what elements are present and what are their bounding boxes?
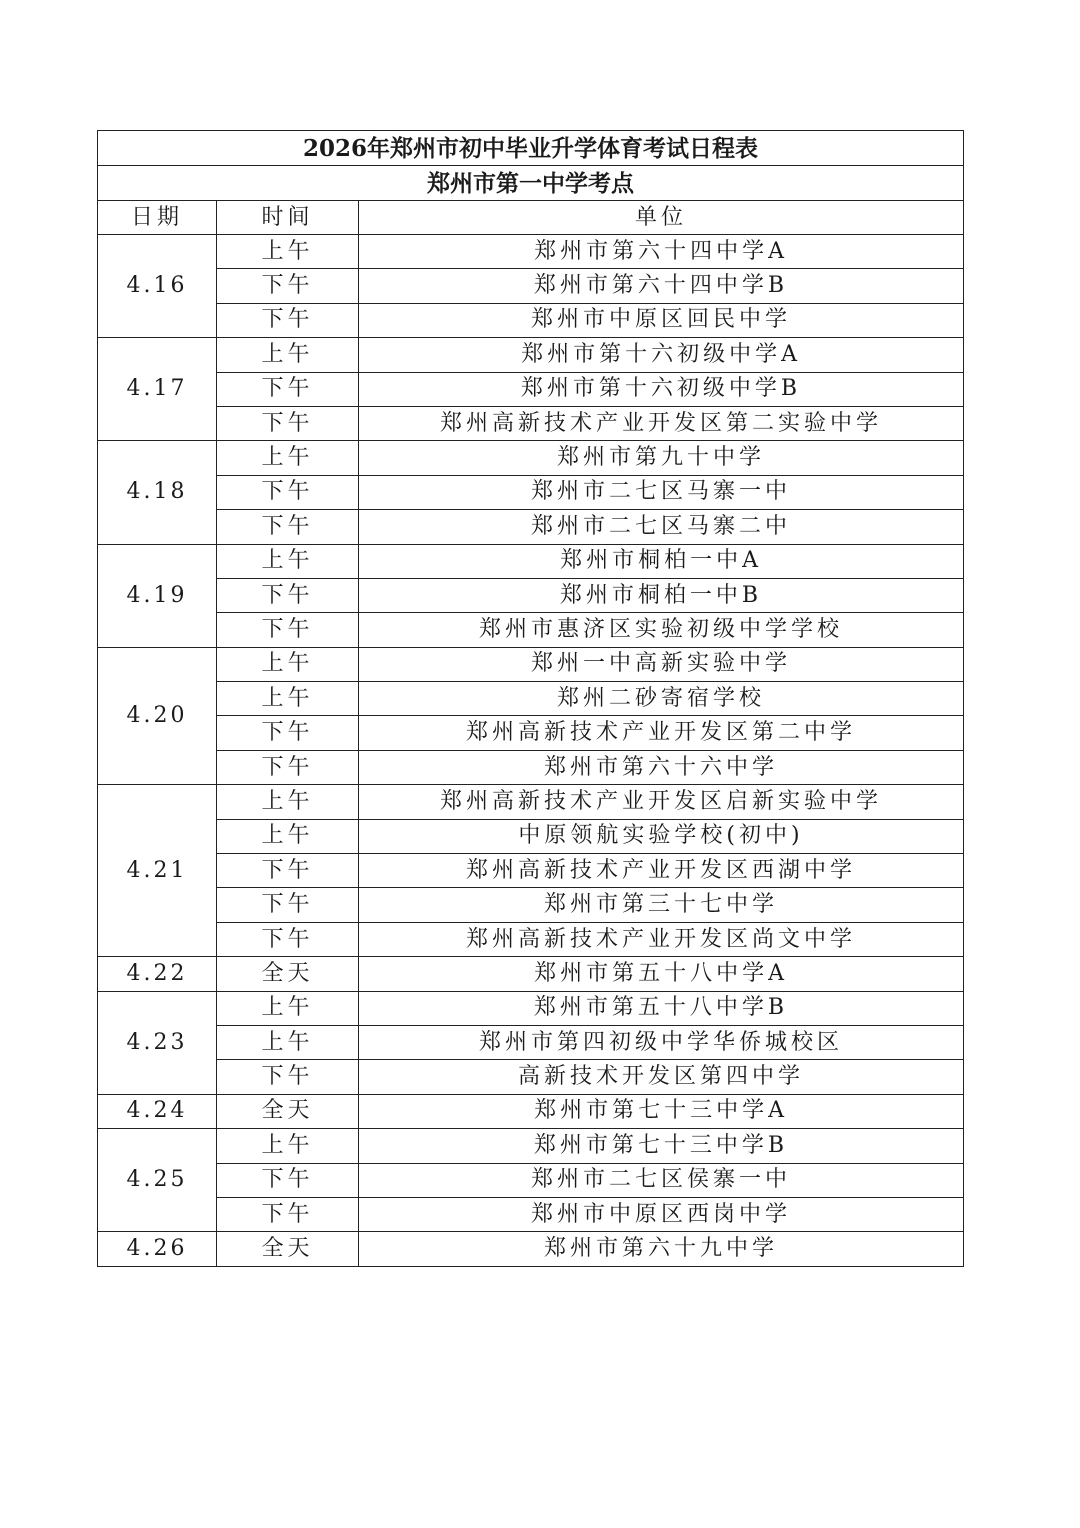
unit-cell: 郑州市中原区西岗中学 bbox=[359, 1197, 964, 1231]
table-row bbox=[98, 269, 964, 303]
header-unit: 单位 bbox=[359, 201, 964, 235]
time-cell: 上午 bbox=[217, 544, 359, 578]
table-row bbox=[98, 750, 964, 784]
exam-site-title: 郑州市第一中学考点 bbox=[98, 166, 964, 201]
time-cell: 全天 bbox=[217, 1094, 359, 1128]
unit-cell: 郑州市惠济区实验初级中学学校 bbox=[359, 613, 964, 647]
table-row bbox=[98, 1197, 964, 1231]
table-row bbox=[98, 682, 964, 716]
time-cell: 下午 bbox=[217, 1197, 359, 1231]
table-row bbox=[98, 888, 964, 922]
table-row bbox=[98, 1025, 964, 1059]
schedule-table bbox=[97, 130, 964, 1267]
date-cell: 4.23 bbox=[98, 991, 217, 1094]
time-cell: 上午 bbox=[217, 785, 359, 819]
time-cell: 上午 bbox=[217, 235, 359, 269]
time-cell: 下午 bbox=[217, 1163, 359, 1197]
date-cell: 4.26 bbox=[98, 1232, 217, 1266]
table-row bbox=[98, 578, 964, 612]
table-row bbox=[98, 235, 964, 269]
unit-cell: 郑州市桐柏一中B bbox=[359, 578, 964, 612]
header-row bbox=[98, 201, 964, 235]
unit-cell: 郑州市第五十八中学A bbox=[359, 957, 964, 991]
time-cell: 上午 bbox=[217, 441, 359, 475]
table-row bbox=[98, 716, 964, 750]
time-cell: 上午 bbox=[217, 991, 359, 1025]
table-row bbox=[98, 1094, 964, 1128]
time-cell: 下午 bbox=[217, 854, 359, 888]
unit-cell: 郑州市二七区侯寨一中 bbox=[359, 1163, 964, 1197]
table-row bbox=[98, 406, 964, 440]
date-cell: 4.19 bbox=[98, 544, 217, 647]
date-cell: 4.21 bbox=[98, 785, 217, 957]
time-cell: 下午 bbox=[217, 269, 359, 303]
time-cell: 下午 bbox=[217, 510, 359, 544]
unit-cell: 中原领航实验学校(初中) bbox=[359, 819, 964, 853]
time-cell: 下午 bbox=[217, 372, 359, 406]
table-row bbox=[98, 922, 964, 956]
unit-cell: 郑州市第六十六中学 bbox=[359, 750, 964, 784]
date-cell: 4.18 bbox=[98, 441, 217, 544]
table-row bbox=[98, 785, 964, 819]
unit-cell: 郑州高新技术产业开发区尚文中学 bbox=[359, 922, 964, 956]
table-row bbox=[98, 647, 964, 681]
title-row bbox=[98, 131, 964, 166]
unit-cell: 郑州市二七区马寨二中 bbox=[359, 510, 964, 544]
time-cell: 下午 bbox=[217, 475, 359, 509]
header-time: 时间 bbox=[217, 201, 359, 235]
time-cell: 上午 bbox=[217, 647, 359, 681]
unit-cell: 郑州市第七十三中学B bbox=[359, 1129, 964, 1163]
time-cell: 下午 bbox=[217, 578, 359, 612]
time-cell: 下午 bbox=[217, 888, 359, 922]
unit-cell: 郑州市中原区回民中学 bbox=[359, 303, 964, 337]
time-cell: 上午 bbox=[217, 682, 359, 716]
schedule-body bbox=[98, 131, 964, 1267]
table-row bbox=[98, 854, 964, 888]
unit-cell: 高新技术开发区第四中学 bbox=[359, 1060, 964, 1094]
time-cell: 下午 bbox=[217, 922, 359, 956]
table-row bbox=[98, 475, 964, 509]
time-cell: 下午 bbox=[217, 406, 359, 440]
unit-cell: 郑州市桐柏一中A bbox=[359, 544, 964, 578]
table-row bbox=[98, 372, 964, 406]
unit-cell: 郑州市第九十中学 bbox=[359, 441, 964, 475]
unit-cell: 郑州二砂寄宿学校 bbox=[359, 682, 964, 716]
unit-cell: 郑州一中高新实验中学 bbox=[359, 647, 964, 681]
unit-cell: 郑州高新技术产业开发区第二实验中学 bbox=[359, 406, 964, 440]
table-row bbox=[98, 303, 964, 337]
unit-cell: 郑州高新技术产业开发区第二中学 bbox=[359, 716, 964, 750]
unit-cell: 郑州高新技术产业开发区西湖中学 bbox=[359, 854, 964, 888]
table-row bbox=[98, 1232, 964, 1266]
date-cell: 4.16 bbox=[98, 235, 217, 338]
table-row bbox=[98, 1163, 964, 1197]
date-cell: 4.17 bbox=[98, 338, 217, 441]
time-cell: 上午 bbox=[217, 1129, 359, 1163]
table-row bbox=[98, 613, 964, 647]
time-cell: 全天 bbox=[217, 957, 359, 991]
time-cell: 下午 bbox=[217, 1060, 359, 1094]
unit-cell: 郑州市第六十九中学 bbox=[359, 1232, 964, 1266]
time-cell: 下午 bbox=[217, 613, 359, 647]
time-cell: 上午 bbox=[217, 1025, 359, 1059]
time-cell: 上午 bbox=[217, 338, 359, 372]
subtitle-row bbox=[98, 166, 964, 201]
time-cell: 上午 bbox=[217, 819, 359, 853]
unit-cell: 郑州市第五十八中学B bbox=[359, 991, 964, 1025]
time-cell: 下午 bbox=[217, 303, 359, 337]
table-row bbox=[98, 1060, 964, 1094]
table-row bbox=[98, 338, 964, 372]
unit-cell: 郑州市第三十七中学 bbox=[359, 888, 964, 922]
table-row bbox=[98, 957, 964, 991]
date-cell: 4.20 bbox=[98, 647, 217, 785]
table-row bbox=[98, 544, 964, 578]
unit-cell: 郑州市第十六初级中学B bbox=[359, 372, 964, 406]
header-date: 日期 bbox=[98, 201, 217, 235]
table-row bbox=[98, 510, 964, 544]
date-cell: 4.24 bbox=[98, 1094, 217, 1128]
unit-cell: 郑州市二七区马寨一中 bbox=[359, 475, 964, 509]
unit-cell: 郑州市第六十四中学B bbox=[359, 269, 964, 303]
table-title: 2026年郑州市初中毕业升学体育考试日程表 bbox=[98, 131, 964, 166]
table-row bbox=[98, 441, 964, 475]
time-cell: 下午 bbox=[217, 750, 359, 784]
unit-cell: 郑州市第六十四中学A bbox=[359, 235, 964, 269]
time-cell: 全天 bbox=[217, 1232, 359, 1266]
table-row bbox=[98, 1129, 964, 1163]
table-row bbox=[98, 819, 964, 853]
time-cell: 下午 bbox=[217, 716, 359, 750]
unit-cell: 郑州高新技术产业开发区启新实验中学 bbox=[359, 785, 964, 819]
unit-cell: 郑州市第七十三中学A bbox=[359, 1094, 964, 1128]
table-row bbox=[98, 991, 964, 1025]
date-cell: 4.25 bbox=[98, 1129, 217, 1232]
date-cell: 4.22 bbox=[98, 957, 217, 991]
unit-cell: 郑州市第十六初级中学A bbox=[359, 338, 964, 372]
unit-cell: 郑州市第四初级中学华侨城校区 bbox=[359, 1025, 964, 1059]
